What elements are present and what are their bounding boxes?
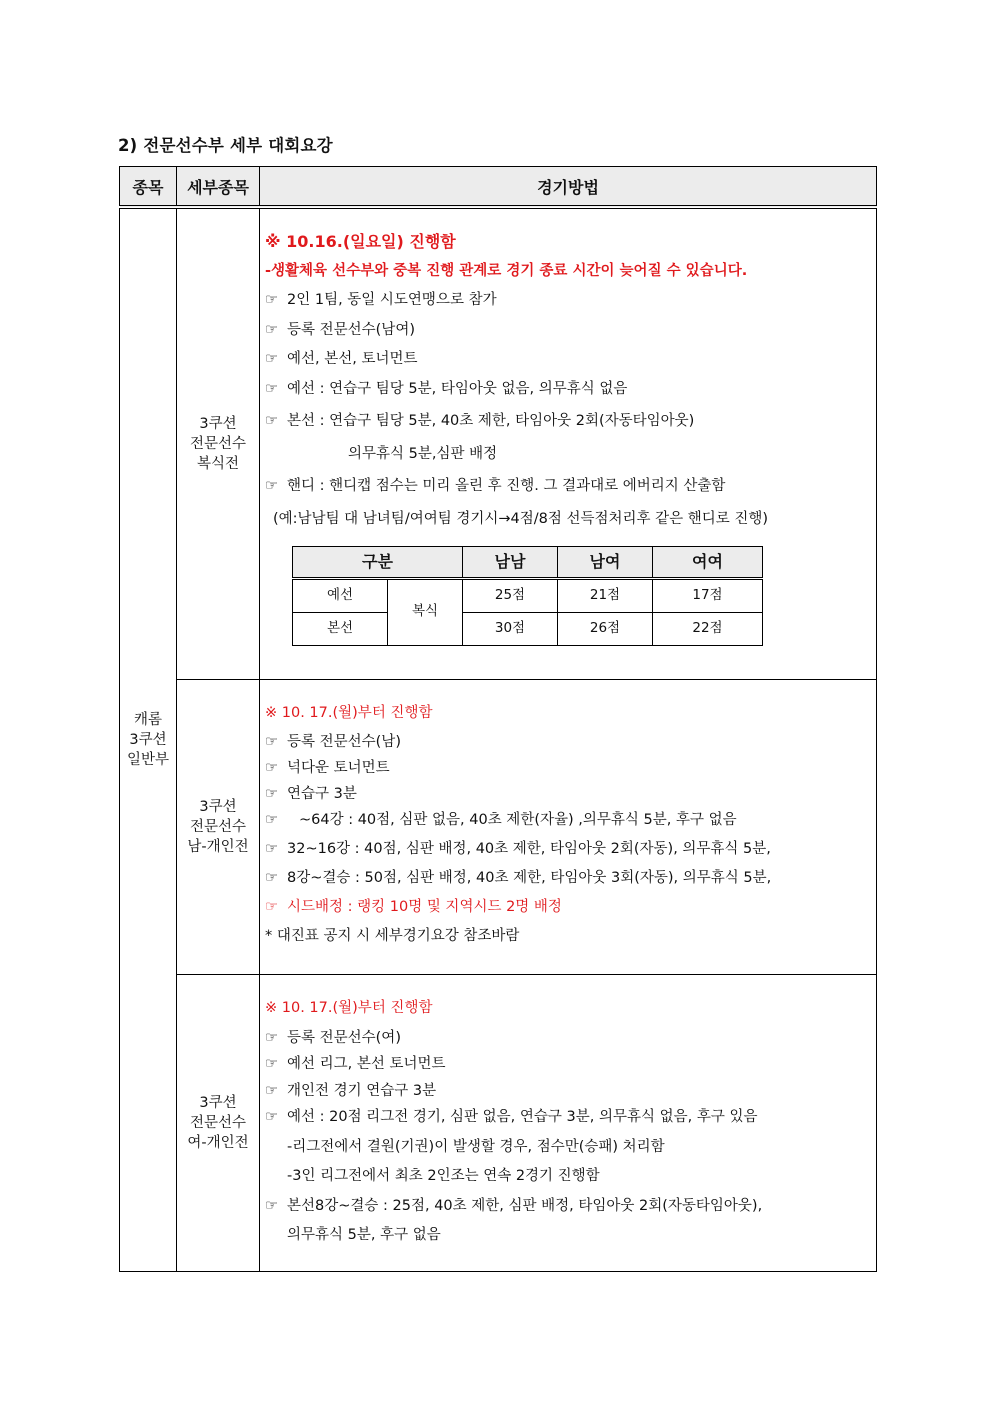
handicap-table: 구분 남남 남여 여여 예선 복식 25점 21점 17점 본선 30점 26점 22점 <box>292 546 763 646</box>
pointing-hand-icon: ☞ <box>265 870 278 886</box>
seed-notice: 시드배정 : 랭킹 10명 및 지역시드 2명 배정 <box>287 899 562 915</box>
pointing-hand-icon: ☞ <box>265 380 278 397</box>
pointing-hand-icon: ☞ <box>265 760 278 776</box>
pointing-hand-icon: ☞ <box>265 351 278 367</box>
header-category: 종목 <box>120 167 177 208</box>
category-cell: 캐롬 3쿠션 일반부 <box>120 207 177 1272</box>
section-title: 2) 전문선수부 세부 대회요강 <box>118 136 333 155</box>
method-cell: ※ 10. 17.(월)부터 진행함 ☞ 등록 전문선수(여) ☞ 예선 리그, 본선 토너먼트 ☞ 개인전 경기 연습구 3분 ☞ 예선 : 20점 리그전 경기, 심판 없음, 연습구 3분, 의무휴식 없음, 후구 있음 -리그전에서 결원(기권)이 발생할 경우, 점수만(승패) 처리함 -3인 리그전에서 최초 2인조는 연속 2경기 진행함 ☞ 본선8강~결승 : 25점, 40초 제한, 심판 배정, 타임아웃 2회(자동타임아웃), 의무휴식 5분, 후구 없음 <box>260 975 877 1272</box>
pointing-hand-icon: ☞ <box>265 321 278 338</box>
handicap-example: (예:남남팀 대 남녀팀/여여팀 경기시→4점/8점 선득점처리후 같은 핸디로 진행) <box>273 510 769 527</box>
table-row <box>120 680 877 975</box>
table-row: 예선 복식 25점 21점 17점 <box>293 578 763 612</box>
header-subcategory: 세부종목 <box>177 167 260 208</box>
pointing-hand-icon: ☞ <box>265 1109 278 1125</box>
pointing-hand-icon: ☞ <box>265 786 278 802</box>
pointing-hand-icon: ☞ <box>265 841 278 857</box>
header-row <box>120 167 877 208</box>
pointing-hand-icon: ☞ <box>265 899 278 915</box>
table-row: 본선 30점 26점 22점 <box>293 612 763 645</box>
pointing-hand-icon: ☞ <box>265 1082 278 1099</box>
footnote: * 대진표 공지 시 세부경기요강 참조바람 <box>265 928 520 944</box>
table-row <box>120 975 877 1272</box>
pointing-hand-icon: ☞ <box>265 734 278 750</box>
pointing-hand-icon: ☞ <box>265 413 278 429</box>
delay-notice: -생활체육 선수부와 중복 진행 관계로 경기 종료 시간이 늦어질 수 있습니다. <box>265 262 748 279</box>
table-row <box>120 207 877 680</box>
date-notice: ※ 10. 17.(월)부터 진행함 <box>265 705 433 721</box>
pointing-hand-icon: ☞ <box>265 1197 278 1214</box>
method-cell: ※ 10. 17.(월)부터 진행함 ☞ 등록 전문선수(남) ☞ 넉다운 토너먼트 ☞ 연습구 3분 ☞ ~64강 : 40점, 심판 없음, 40초 제한(자율) ,의무휴식 5분, 후구 없음 ☞ 32~16강 : 40점, 심판 배정, 40초 제한, 타임아웃 2회(자동), 의무휴식 5분, ☞ 8강~결승 : 50점, 심판 배정, 40초 제한, 타임아웃 3회(자동), 의무휴식 5분, ☞ 시드배정 : 랭킹 10명 및 지역시드 2명 배정 * 대진표 공지 시 세부경기요강 참조바람 <box>260 680 877 975</box>
competition-rules-table <box>119 166 877 1272</box>
pointing-hand-icon: ☞ <box>265 812 278 828</box>
pointing-hand-icon: ☞ <box>265 1056 278 1072</box>
date-notice: ※ 10.16.(일요일) 진행함 <box>265 232 456 251</box>
subcategory-cell: 3쿠션 전문선수 복식전 <box>177 207 260 680</box>
subcategory-cell: 3쿠션 전문선수 여-개인전 <box>177 975 260 1272</box>
header-method: 경기방법 <box>260 167 877 208</box>
pointing-hand-icon: ☞ <box>265 478 278 494</box>
subcategory-cell: 3쿠션 전문선수 남-개인전 <box>177 680 260 975</box>
pointing-hand-icon: ☞ <box>265 292 278 308</box>
pointing-hand-icon: ☞ <box>265 1029 278 1046</box>
method-cell: ※ 10.16.(일요일) 진행함 -생활체육 선수부와 중복 진행 관계로 경기 종료 시간이 늦어질 수 있습니다. ☞ 2인 1팀, 동일 시도연맹으로 참가 ☞ 등록 전문선수(남여) ☞ 예선, 본선, 토너먼트 ☞ 예선 : 연습구 팀당 5분, 타임아웃 없음, 의무휴식 없음 ☞ 본선 : 연습구 팀당 5분, 40초 제한, 타임아웃 2회(자동타임아웃) 의무휴식 5분,심판 배정 ☞ 핸디 : 핸디캡 점수는 미리 올린 후 진행. 그 결과대로 에버리지 산출함 (예:남남팀 대 남녀팀/여여팀 경기시→4점/8점 선득점처리후 같은 핸디로 진행) 구분 남남 남여 여여 예선 복식 25점 21점 17점 본선 30점 26점 22점 <box>260 207 877 680</box>
date-notice: ※ 10. 17.(월)부터 진행함 <box>265 1000 433 1016</box>
